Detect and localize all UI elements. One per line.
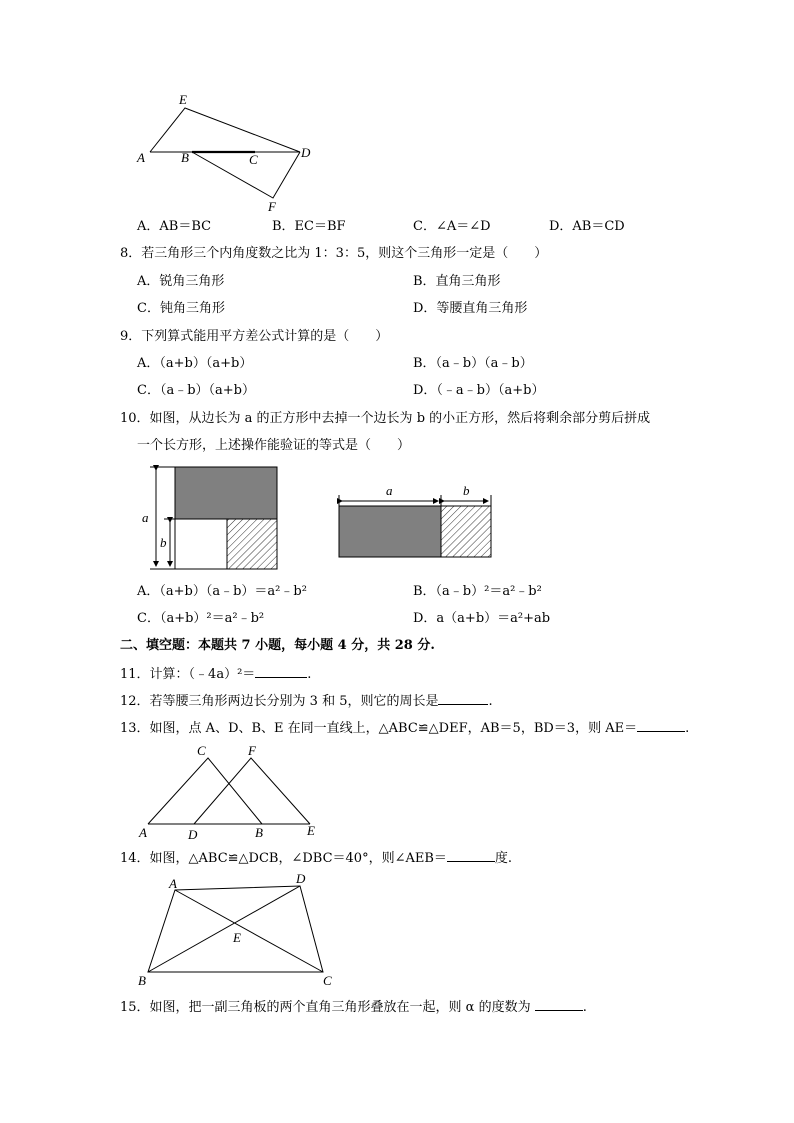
q12-stem: 12．若等腰三角形两边长分别为 3 和 5，则它的周长是 bbox=[120, 694, 439, 709]
fig7-label-e: E bbox=[179, 92, 187, 107]
q10-option-a: A．（a+b）（a﹣b）＝a²﹣b² bbox=[137, 584, 307, 599]
q9-option-d: D．（﹣a﹣b）（a+b） bbox=[413, 383, 545, 398]
fig7-line-b-f-d bbox=[192, 152, 300, 198]
q7-option-d: D．AB＝CD bbox=[549, 219, 625, 234]
q7-option-b: B．EC＝BF bbox=[272, 219, 346, 234]
q7-option-c: C．∠A＝∠D bbox=[413, 219, 491, 234]
fig14-quad-abcd bbox=[148, 886, 323, 972]
fig13-triangle-def bbox=[194, 758, 310, 824]
q9-option-b: B．（a﹣b）（a﹣b） bbox=[413, 356, 533, 371]
q11-end: . bbox=[307, 667, 312, 682]
q13-end: . bbox=[685, 721, 690, 736]
fig14-label-d: D bbox=[296, 871, 306, 886]
fig10-label-b-right: b bbox=[463, 483, 470, 498]
fig13-label-f: F bbox=[248, 743, 256, 758]
fig14-label-b: B bbox=[138, 973, 146, 988]
q13 bbox=[120, 719, 689, 738]
figure-q14 bbox=[135, 872, 345, 992]
figure-q13 bbox=[135, 740, 335, 845]
fig14-label-e: E bbox=[233, 930, 241, 945]
q10-option-c: C．（a+b）²＝a²﹣b² bbox=[137, 611, 265, 626]
fig10-label-b-left: b bbox=[160, 535, 167, 550]
fig13-label-e: E bbox=[307, 823, 315, 838]
q10-stem-line2: 一个长方形，上述操作能验证的等式是（ ） bbox=[137, 438, 411, 453]
fig13-label-b: B bbox=[255, 825, 263, 840]
fig13-triangle-abc bbox=[148, 758, 262, 824]
fig10-left-white-part bbox=[175, 519, 227, 569]
q9-option-c: C．（a﹣b）（a+b） bbox=[137, 383, 255, 398]
q11-answer-blank[interactable] bbox=[255, 665, 307, 678]
section2-heading: 二、填空题：本题共 7 小题，每小题 4 分，共 28 分. bbox=[120, 638, 435, 653]
fig13-label-c: C bbox=[197, 743, 206, 758]
fig7-label-f: F bbox=[268, 199, 276, 214]
q13-answer-blank[interactable] bbox=[637, 719, 685, 732]
q10-stem-line1: 10．如图，从边长为 a 的正方形中去掉一个边长为 b 的小正方形，然后将剩余部分剪后拼成 bbox=[120, 411, 651, 426]
fig14-label-c: C bbox=[323, 973, 332, 988]
fig13-label-a: A bbox=[139, 825, 147, 840]
q9-stem: 9．下列算式能用平方差公式计算的是（ ） bbox=[120, 329, 389, 344]
q11-stem: 11．计算：（﹣4a）²＝ bbox=[120, 667, 256, 682]
fig7-label-d: D bbox=[301, 145, 311, 160]
q7-option-a: A．AB＝BC bbox=[137, 219, 212, 234]
fig7-label-b: B bbox=[181, 150, 189, 165]
fig13-label-d: D bbox=[188, 827, 198, 842]
q8-option-d: D．等腰直角三角形 bbox=[413, 301, 528, 316]
fig10-left-shaded-top bbox=[175, 467, 277, 519]
q12-answer-blank[interactable] bbox=[438, 692, 488, 705]
q15 bbox=[120, 998, 587, 1017]
fig14-diagonal-db bbox=[148, 886, 300, 972]
q8-option-c: C．钝角三角形 bbox=[137, 301, 225, 316]
q10-option-d: D．a（a+b）＝a²+ab bbox=[413, 611, 551, 626]
fig7-label-a: A bbox=[137, 150, 145, 165]
figure-q10 bbox=[130, 462, 510, 577]
q15-stem: 15．如图，把一副三角板的两个直角三角形叠放在一起，则 α 的度数为 bbox=[120, 1000, 531, 1015]
fig10-label-a-right: a bbox=[386, 483, 393, 498]
q12 bbox=[120, 692, 493, 711]
fig7-line-a-e-c bbox=[150, 108, 300, 152]
q11 bbox=[120, 665, 311, 684]
fig14-diagonal-ac bbox=[175, 890, 323, 972]
q14-end: 度. bbox=[494, 851, 513, 866]
q9-option-a: A．（a+b）（a+b） bbox=[137, 356, 253, 371]
q15-end: . bbox=[582, 1000, 587, 1015]
q8-option-a: A．锐角三角形 bbox=[137, 274, 225, 289]
q12-end: . bbox=[488, 694, 493, 709]
fig10-right-hatched-rect bbox=[441, 506, 491, 557]
fig7-label-c: C bbox=[249, 152, 258, 167]
q10-option-b: B．（a﹣b）²＝a²﹣b² bbox=[413, 584, 542, 599]
figure-q7 bbox=[135, 92, 335, 212]
q8-option-b: B．直角三角形 bbox=[413, 274, 501, 289]
fig14-label-a: A bbox=[169, 876, 177, 891]
fig10-left-hatched-square bbox=[227, 519, 277, 569]
q14 bbox=[120, 849, 512, 868]
q14-stem: 14．如图，△ABC≌△DCB，∠DBC＝40°，则∠AEB＝ bbox=[120, 851, 447, 866]
q8-stem: 8．若三角形三个内角度数之比为 1：3：5，则这个三角形一定是（ ） bbox=[120, 246, 548, 261]
fig10-label-a-left: a bbox=[142, 510, 149, 525]
q15-answer-blank[interactable] bbox=[535, 998, 583, 1011]
fig10-right-shaded-rect bbox=[339, 506, 441, 557]
q13-stem: 13．如图，点 A、D、B、E 在同一直线上，△ABC≌△DEF，AB＝5，BD＝3，则 AE＝ bbox=[120, 721, 638, 736]
q14-answer-blank[interactable] bbox=[447, 849, 495, 862]
